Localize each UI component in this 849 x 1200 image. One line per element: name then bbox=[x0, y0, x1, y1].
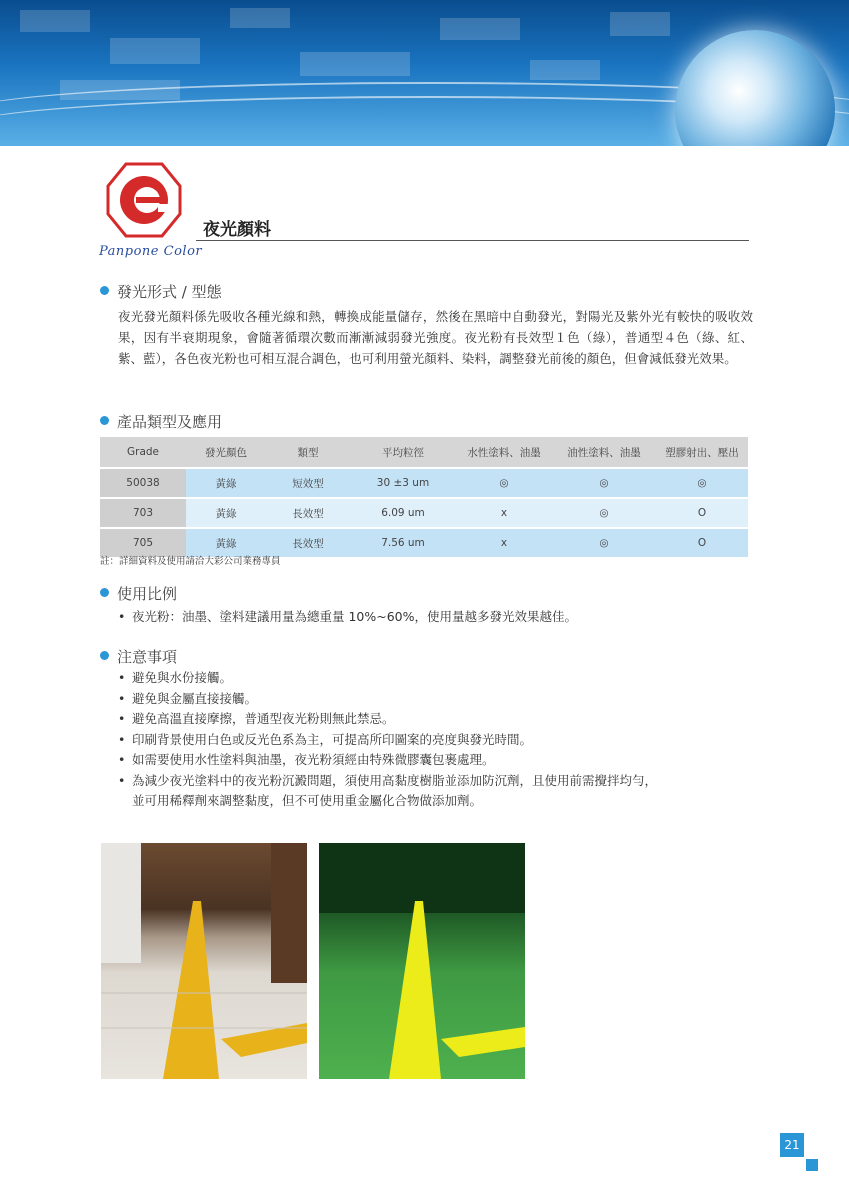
banner-tile bbox=[20, 10, 90, 32]
banner-tile bbox=[300, 52, 410, 76]
panpone-logo bbox=[106, 160, 182, 240]
column-header: Grade bbox=[100, 437, 186, 468]
section-heading-products bbox=[100, 411, 222, 432]
globe-graphic bbox=[675, 30, 835, 146]
table-row bbox=[100, 468, 748, 498]
product-table bbox=[100, 437, 748, 559]
page-corner-mark bbox=[806, 1159, 818, 1171]
table-cell: 7.56 um bbox=[350, 528, 456, 558]
bullet-dot-icon bbox=[100, 588, 109, 597]
table-cell: O bbox=[656, 528, 748, 558]
section-heading-text: 產品類型及應用 bbox=[117, 413, 223, 431]
table-cell: 703 bbox=[100, 498, 186, 528]
section-heading-text: 使用比例 bbox=[117, 585, 178, 603]
column-header: 發光顏色 bbox=[186, 437, 266, 468]
list-item: • 印刷背景使用白色或反光色系為主，可提高所印圖案的亮度與發光時間。 bbox=[118, 730, 657, 751]
column-header: 類型 bbox=[266, 437, 350, 468]
photo-daylight-corridor bbox=[101, 843, 307, 1079]
table-cell: 長效型 bbox=[266, 528, 350, 558]
table-cell: x bbox=[456, 498, 552, 528]
bullet-dot-icon bbox=[100, 416, 109, 425]
table-cell: ◎ bbox=[656, 468, 748, 498]
table-cell: ◎ bbox=[456, 468, 552, 498]
usage-list bbox=[118, 607, 577, 628]
column-header: 平均粒徑 bbox=[350, 437, 456, 468]
section-heading-form bbox=[100, 281, 222, 302]
table-cell: ◎ bbox=[552, 528, 656, 558]
banner-tile bbox=[440, 18, 520, 40]
table-cell: 6.09 um bbox=[350, 498, 456, 528]
page-number: 21 bbox=[780, 1133, 804, 1157]
banner-tile bbox=[110, 38, 200, 64]
section-heading-text: 發光形式 / 型態 bbox=[117, 283, 222, 301]
table-cell: x bbox=[456, 528, 552, 558]
list-item: • 為減少夜光塗料中的夜光粉沉澱問題，須使用高黏度樹脂並添加防沉劑，且使用前需攪拌均勻， bbox=[118, 771, 657, 792]
table-cell: 50038 bbox=[100, 468, 186, 498]
banner-tile bbox=[530, 60, 600, 80]
table-cell: ◎ bbox=[552, 498, 656, 528]
bullet-dot-icon bbox=[100, 286, 109, 295]
table-cell: O bbox=[656, 498, 748, 528]
corridor-scene-graphic bbox=[101, 843, 307, 1079]
table-note: 註：詳細資料及使用請洽大彩公司業務專員 bbox=[100, 556, 281, 567]
list-item: • 夜光粉：油墨、塗料建議用量為總重量 10%~60%，使用量越多發光效果越佳。 bbox=[118, 607, 577, 628]
table-header-row bbox=[100, 437, 748, 468]
table-cell: 30 ±3 um bbox=[350, 468, 456, 498]
banner-tile bbox=[610, 12, 670, 36]
cautions-list bbox=[118, 668, 657, 812]
section-heading-usage bbox=[100, 583, 177, 604]
section-heading-cautions bbox=[100, 646, 177, 667]
header-banner bbox=[0, 0, 849, 146]
banner-tile bbox=[230, 8, 290, 28]
brand-name: Panpone Color bbox=[99, 244, 203, 259]
bullet-dot-icon bbox=[100, 651, 109, 660]
list-item: • 避免與水份接觸。 bbox=[118, 668, 657, 689]
table-cell: 長效型 bbox=[266, 498, 350, 528]
list-item: • 避免與金屬直接接觸。 bbox=[118, 689, 657, 710]
form-description: 夜光發光顏料係先吸收各種光線和熱，轉換成能量儲存，然後在黑暗中自動發光，對陽光及紫外光有較快的吸收效果，因有半衰期現象，會隨著循環次數而漸漸減弱發光強度。夜光粉有長效型１色（綠），普通型４色（綠、紅、紫、藍），各色夜光粉也可相互混合調色，也可利用螢光顏料、染料，調整發光前後的顏色，但會減低發光效果。 bbox=[118, 309, 753, 366]
column-header: 油性塗料、油墨 bbox=[552, 437, 656, 468]
column-header: 塑膠射出、壓出 bbox=[656, 437, 748, 468]
table-cell: 黃綠 bbox=[186, 468, 266, 498]
list-item: • 避免高溫直接摩擦，普通型夜光粉則無此禁忌。 bbox=[118, 709, 657, 730]
section-heading-text: 注意事項 bbox=[117, 648, 178, 666]
table-cell: 短效型 bbox=[266, 468, 350, 498]
table-cell: ◎ bbox=[552, 468, 656, 498]
table-cell: 黃綠 bbox=[186, 528, 266, 558]
table-row bbox=[100, 498, 748, 528]
column-header: 水性塗料、油墨 bbox=[456, 437, 552, 468]
glow-scene-graphic bbox=[319, 843, 525, 1079]
page-title: 夜光顏料 bbox=[203, 220, 271, 240]
table-cell: 705 bbox=[100, 528, 186, 558]
list-item: • 如需要使用水性塗料與油墨，夜光粉須經由特殊微膠囊包裹處理。 bbox=[118, 750, 657, 771]
table-cell: 黃綠 bbox=[186, 498, 266, 528]
title-divider bbox=[196, 240, 749, 241]
list-item-continuation: 並可用稀釋劑來調整黏度，但不可使用重金屬化合物做添加劑。 bbox=[132, 793, 483, 808]
photo-glowing-corridor bbox=[319, 843, 525, 1079]
